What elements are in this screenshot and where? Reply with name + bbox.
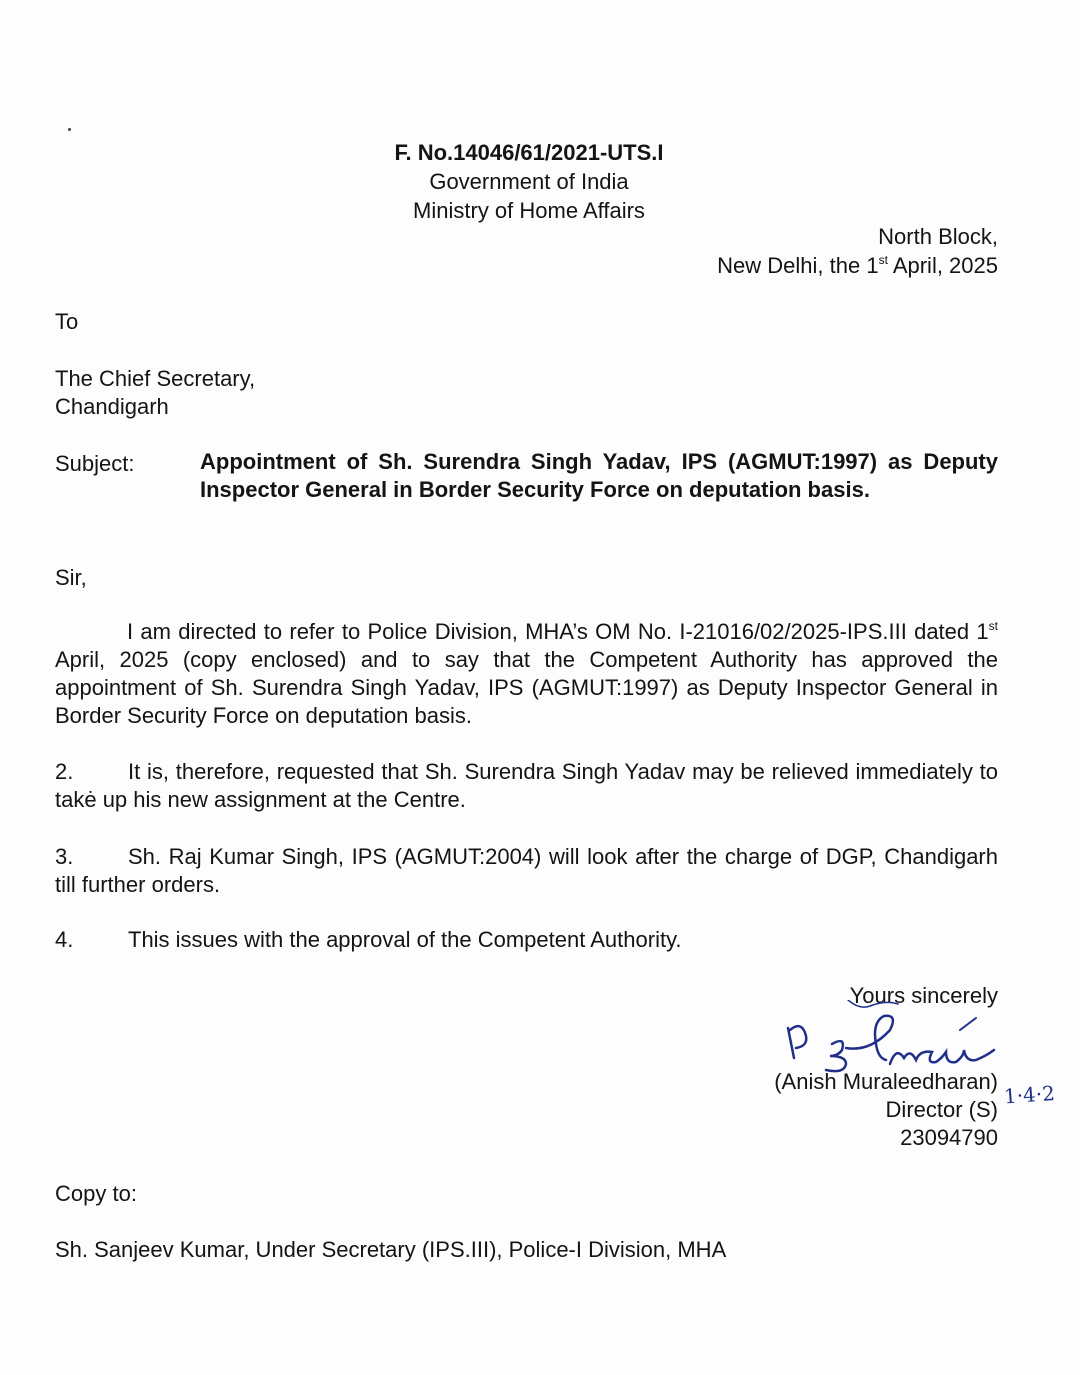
ministry-name: Ministry of Home Affairs [413,198,645,223]
to-label: To [55,309,79,334]
copy-recipient: Sh. Sanjeev Kumar, Under Secretary (IPS.III), Police-I Division, MHA [55,1237,727,1262]
svg-text:1·4·2: 1·4·2 [1003,1080,1056,1109]
paragraph-2: 2. It is, therefore, requested that Sh. Surendra Singh Yadav may be relieved immediately to takė up his new assignment at the Centre. [55,759,998,812]
paragraph-3: 3. Sh. Raj Kumar Singh, IPS (AGMUT:2004) will look after the charge of DGP, Chandigarh till further orders. [55,844,998,897]
handwritten-signature [780,1000,1010,1080]
paragraph-number: 3. [55,844,74,869]
scan-speck [68,128,71,131]
closing: Yours sincerely [849,983,998,1008]
subject-label: Subject: [55,451,135,476]
file-number: F. No.14046/61/2021-UTS.I [394,140,664,165]
handwritten-date [1000,1075,1080,1115]
copy-to-label: Copy to: [55,1181,137,1206]
office-location: North Block, [878,224,998,249]
letter-header [0,138,1058,225]
paragraph-4: 4. This issues with the approval of the Competent Authority. [55,927,682,952]
addressee-place: Chandigarh [55,394,169,419]
government-name: Government of India [429,169,629,194]
addressee [55,365,255,421]
letter-date: New Delhi, the 1st April, 2025 [717,252,998,278]
place-and-date [717,222,998,280]
salutation: Sir, [55,565,87,590]
paragraph-1: I am directed to refer to Police Division, MHA’s OM No. I-21016/02/2025-IPS.III dated 1st April, 2025 (copy enclosed) and to say that the Competent Authority has approved the appointment of Sh. Surendra Singh Yadav, IPS (AGMUT:1997) as Deputy Inspector General in Border Security Force on deputation basis. [55,618,998,728]
addressee-title: The Chief Secretary, [55,366,256,391]
subject-text: Appointment of Sh. Surendra Singh Yadav, IPS (AGMUT:1997) as Deputy Inspector General in Border Security Force on deputation basis. [200,449,998,502]
paragraph-number: 4. [55,927,74,952]
signatory-name: (Anish Muraleedharan) [774,1069,998,1094]
paragraph-number: 2. [55,759,74,784]
signatory-phone: 23094790 [900,1125,998,1150]
signatory-designation: Director (S) [885,1097,998,1122]
